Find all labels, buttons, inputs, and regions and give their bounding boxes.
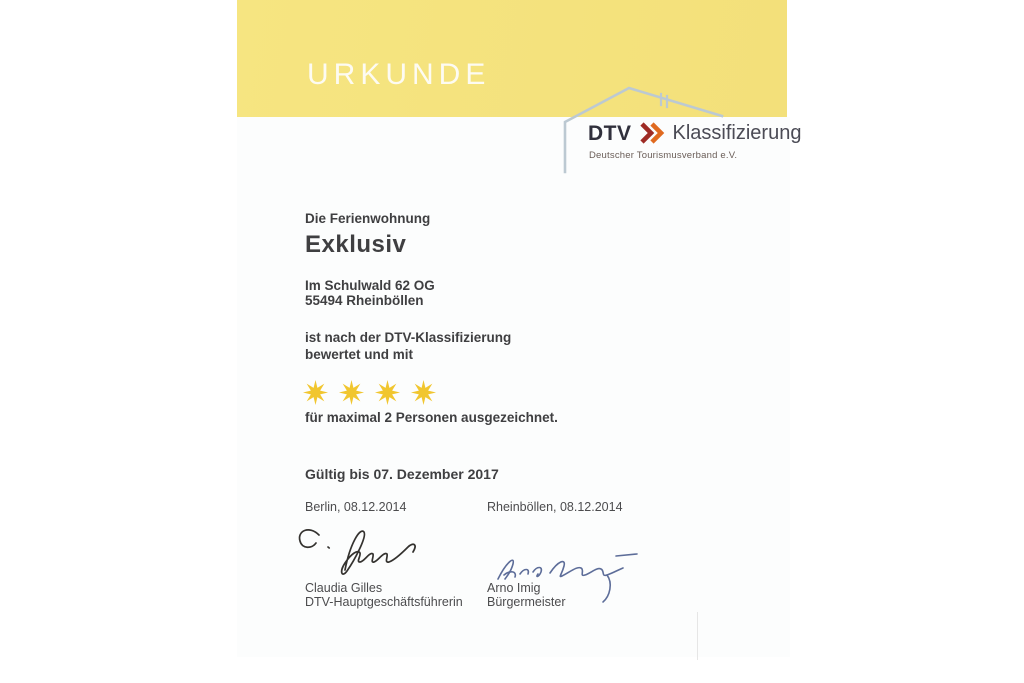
award-text: für maximal 2 Personen ausgezeichnet. [305, 410, 558, 425]
dtv-chevrons-icon [639, 122, 666, 144]
logo-acronym: DTV [588, 121, 632, 145]
star-icon [410, 379, 437, 406]
statement-line-1: ist nach der DTV-Klassifizierung [305, 330, 512, 345]
statement-line-2: bewertet und mit [305, 347, 414, 362]
signature-claudia-gilles [291, 522, 443, 578]
place-date-right: Rheinböllen, 08.12.2014 [487, 500, 623, 514]
signer-name-right: Arno Imig [487, 581, 541, 595]
star-icon [302, 379, 329, 406]
signer-name-left: Claudia Gilles [305, 581, 383, 595]
star-icon [338, 379, 365, 406]
property-name: Exklusiv [305, 231, 407, 258]
certificate-title: URKUNDE [307, 58, 491, 91]
logo-name: Klassifizierung [672, 122, 802, 144]
signer-role-right: Bürgermeister [487, 595, 566, 609]
place-date-left: Berlin, 08.12.2014 [305, 500, 407, 514]
logo-subtitle: Deutscher Tourismusverband e.V. [589, 150, 738, 161]
logo-text-row [588, 122, 801, 144]
intro-line: Die Ferienwohnung [305, 211, 431, 226]
star-icon [374, 379, 401, 406]
dtv-logo [555, 78, 805, 178]
address-line-1: Im Schulwald 62 OG [305, 278, 435, 293]
address-line-2: 55494 Rheinböllen [305, 293, 424, 308]
scan-artifact-line [697, 612, 698, 660]
signer-role-left: DTV-Hauptgeschäftsführerin [305, 595, 463, 609]
star-rating [302, 379, 437, 406]
validity-line: Gültig bis 07. Dezember 2017 [305, 466, 499, 482]
